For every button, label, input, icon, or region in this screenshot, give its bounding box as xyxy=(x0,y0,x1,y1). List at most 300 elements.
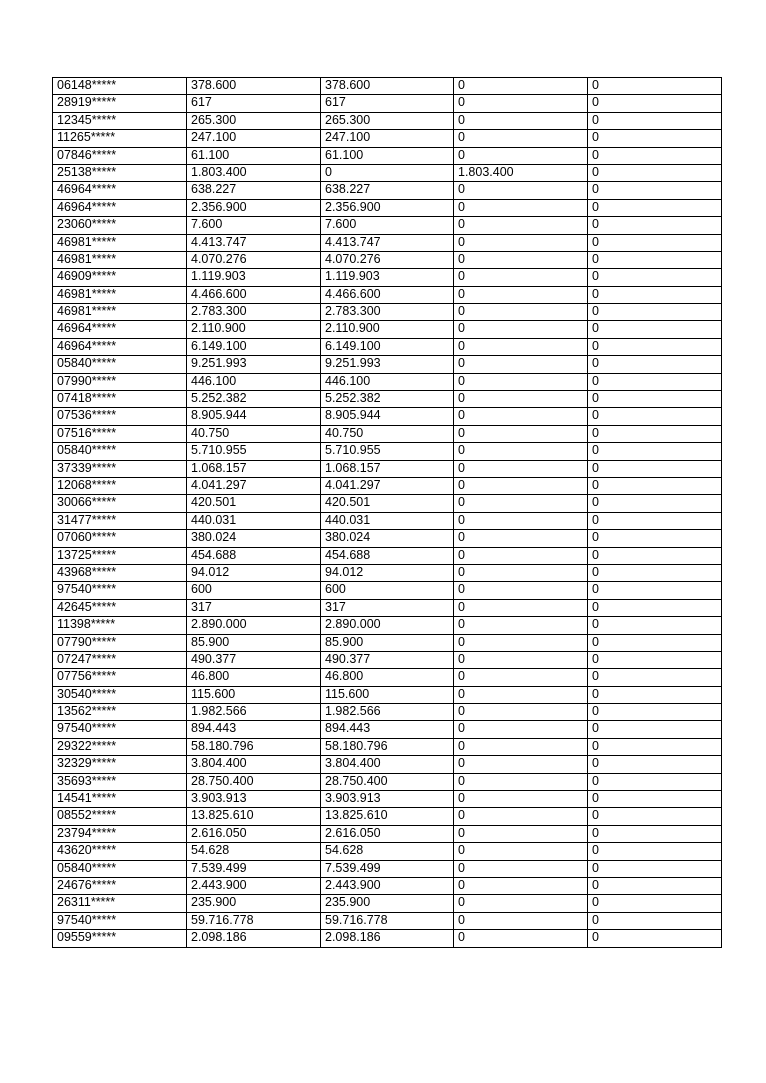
amount-3-cell: 0 xyxy=(454,495,588,512)
amount-cell: 59.716.778 xyxy=(187,912,321,929)
amount-3-cell: 1.803.400 xyxy=(454,164,588,181)
id-cell: 46981***** xyxy=(53,286,187,303)
amount-3-cell: 0 xyxy=(454,599,588,616)
amount-3-cell: 0 xyxy=(454,269,588,286)
amount-cell: 5.710.955 xyxy=(187,443,321,460)
amount-3-cell: 0 xyxy=(454,634,588,651)
amount-3-cell: 0 xyxy=(454,112,588,129)
amount-2-cell: 454.688 xyxy=(321,547,454,564)
table-row xyxy=(53,547,722,564)
amount-2-cell: 378.600 xyxy=(321,78,454,95)
amount-3-cell: 0 xyxy=(454,408,588,425)
id-cell: 12068***** xyxy=(53,477,187,494)
amount-2-cell: 2.098.186 xyxy=(321,930,454,947)
amount-cell: 5.252.382 xyxy=(187,391,321,408)
table-row xyxy=(53,704,722,721)
amount-cell: 8.905.944 xyxy=(187,408,321,425)
amount-3-cell: 0 xyxy=(454,130,588,147)
amount-3-cell: 0 xyxy=(454,182,588,199)
amount-3-cell: 0 xyxy=(454,773,588,790)
table-row xyxy=(53,930,722,947)
id-cell: 07536***** xyxy=(53,408,187,425)
amount-2-cell: 235.900 xyxy=(321,895,454,912)
table-row xyxy=(53,634,722,651)
amount-3-cell: 0 xyxy=(454,78,588,95)
amount-cell: 4.466.600 xyxy=(187,286,321,303)
amount-cell: 317 xyxy=(187,599,321,616)
amount-2-cell: 440.031 xyxy=(321,512,454,529)
id-cell: 07060***** xyxy=(53,530,187,547)
table-row xyxy=(53,512,722,529)
amount-cell: 2.616.050 xyxy=(187,825,321,842)
id-cell: 97540***** xyxy=(53,912,187,929)
amount-cell: 28.750.400 xyxy=(187,773,321,790)
amount-2-cell: 5.710.955 xyxy=(321,443,454,460)
table-row xyxy=(53,791,722,808)
amount-2-cell: 61.100 xyxy=(321,147,454,164)
amount-cell: 420.501 xyxy=(187,495,321,512)
amount-cell: 54.628 xyxy=(187,843,321,860)
amount-3-cell: 0 xyxy=(454,443,588,460)
amount-cell: 6.149.100 xyxy=(187,338,321,355)
table-row xyxy=(53,686,722,703)
id-cell: 42645***** xyxy=(53,599,187,616)
table-row xyxy=(53,477,722,494)
table-row xyxy=(53,112,722,129)
amount-2-cell: 28.750.400 xyxy=(321,773,454,790)
table-row xyxy=(53,843,722,860)
amount-3-cell: 0 xyxy=(454,338,588,355)
amount-4-cell: 0 xyxy=(588,130,722,147)
amount-4-cell: 0 xyxy=(588,791,722,808)
amount-4-cell: 0 xyxy=(588,738,722,755)
amount-4-cell: 0 xyxy=(588,182,722,199)
id-cell: 26311***** xyxy=(53,895,187,912)
amount-4-cell: 0 xyxy=(588,373,722,390)
amount-cell: 85.900 xyxy=(187,634,321,651)
id-cell: 13725***** xyxy=(53,547,187,564)
id-cell: 07756***** xyxy=(53,669,187,686)
amount-2-cell: 13.825.610 xyxy=(321,808,454,825)
amount-cell: 4.413.747 xyxy=(187,234,321,251)
table-row xyxy=(53,425,722,442)
id-cell: 24676***** xyxy=(53,877,187,894)
amount-cell: 894.443 xyxy=(187,721,321,738)
amount-3-cell: 0 xyxy=(454,512,588,529)
id-cell: 28919***** xyxy=(53,95,187,112)
amount-cell: 235.900 xyxy=(187,895,321,912)
amount-2-cell: 4.070.276 xyxy=(321,251,454,268)
amount-3-cell: 0 xyxy=(454,669,588,686)
amount-cell: 638.227 xyxy=(187,182,321,199)
amount-3-cell: 0 xyxy=(454,582,588,599)
amount-cell: 94.012 xyxy=(187,564,321,581)
amount-4-cell: 0 xyxy=(588,495,722,512)
amount-4-cell: 0 xyxy=(588,530,722,547)
table-row xyxy=(53,408,722,425)
table-row xyxy=(53,825,722,842)
amount-4-cell: 0 xyxy=(588,199,722,216)
amount-cell: 7.539.499 xyxy=(187,860,321,877)
id-cell: 31477***** xyxy=(53,512,187,529)
amount-cell: 58.180.796 xyxy=(187,738,321,755)
id-cell: 23794***** xyxy=(53,825,187,842)
amount-4-cell: 0 xyxy=(588,773,722,790)
table-row xyxy=(53,234,722,251)
amount-cell: 380.024 xyxy=(187,530,321,547)
amount-cell: 2.110.900 xyxy=(187,321,321,338)
id-cell: 35693***** xyxy=(53,773,187,790)
amount-2-cell: 490.377 xyxy=(321,651,454,668)
amount-2-cell: 317 xyxy=(321,599,454,616)
amount-cell: 446.100 xyxy=(187,373,321,390)
table-row xyxy=(53,530,722,547)
id-cell: 08552***** xyxy=(53,808,187,825)
amount-4-cell: 0 xyxy=(588,564,722,581)
amount-4-cell: 0 xyxy=(588,808,722,825)
table-row xyxy=(53,321,722,338)
id-cell: 37339***** xyxy=(53,460,187,477)
id-cell: 46981***** xyxy=(53,304,187,321)
amount-4-cell: 0 xyxy=(588,425,722,442)
amount-2-cell: 617 xyxy=(321,95,454,112)
table-row xyxy=(53,669,722,686)
amount-4-cell: 0 xyxy=(588,634,722,651)
id-cell: 97540***** xyxy=(53,582,187,599)
amount-2-cell: 2.783.300 xyxy=(321,304,454,321)
amount-4-cell: 0 xyxy=(588,582,722,599)
amount-2-cell: 265.300 xyxy=(321,112,454,129)
amount-2-cell: 4.041.297 xyxy=(321,477,454,494)
amount-3-cell: 0 xyxy=(454,756,588,773)
amount-3-cell: 0 xyxy=(454,147,588,164)
amount-4-cell: 0 xyxy=(588,704,722,721)
table-row xyxy=(53,895,722,912)
amount-4-cell: 0 xyxy=(588,651,722,668)
amount-4-cell: 0 xyxy=(588,721,722,738)
amount-cell: 440.031 xyxy=(187,512,321,529)
id-cell: 32329***** xyxy=(53,756,187,773)
amount-4-cell: 0 xyxy=(588,930,722,947)
amount-cell: 7.600 xyxy=(187,217,321,234)
table-row xyxy=(53,912,722,929)
amount-cell: 1.068.157 xyxy=(187,460,321,477)
amount-3-cell: 0 xyxy=(454,217,588,234)
id-cell: 97540***** xyxy=(53,721,187,738)
amount-cell: 617 xyxy=(187,95,321,112)
id-cell: 13562***** xyxy=(53,704,187,721)
amount-4-cell: 0 xyxy=(588,443,722,460)
table-row xyxy=(53,599,722,616)
amount-2-cell: 1.068.157 xyxy=(321,460,454,477)
amount-cell: 115.600 xyxy=(187,686,321,703)
table-row xyxy=(53,373,722,390)
table-row xyxy=(53,199,722,216)
id-cell: 46964***** xyxy=(53,199,187,216)
amount-3-cell: 0 xyxy=(454,930,588,947)
amount-3-cell: 0 xyxy=(454,808,588,825)
table-row xyxy=(53,269,722,286)
id-cell: 07418***** xyxy=(53,391,187,408)
amount-4-cell: 0 xyxy=(588,251,722,268)
amount-4-cell: 0 xyxy=(588,78,722,95)
amount-3-cell: 0 xyxy=(454,912,588,929)
id-cell: 46981***** xyxy=(53,251,187,268)
amount-2-cell: 3.903.913 xyxy=(321,791,454,808)
id-cell: 46964***** xyxy=(53,182,187,199)
id-cell: 05840***** xyxy=(53,860,187,877)
amount-cell: 378.600 xyxy=(187,78,321,95)
id-cell: 30066***** xyxy=(53,495,187,512)
amount-2-cell: 247.100 xyxy=(321,130,454,147)
amount-2-cell: 2.110.900 xyxy=(321,321,454,338)
amount-4-cell: 0 xyxy=(588,112,722,129)
table-row xyxy=(53,617,722,634)
amount-2-cell: 7.600 xyxy=(321,217,454,234)
amount-2-cell: 6.149.100 xyxy=(321,338,454,355)
amount-4-cell: 0 xyxy=(588,669,722,686)
amount-2-cell: 2.356.900 xyxy=(321,199,454,216)
amount-2-cell: 894.443 xyxy=(321,721,454,738)
amount-2-cell: 5.252.382 xyxy=(321,391,454,408)
amount-4-cell: 0 xyxy=(588,912,722,929)
amount-3-cell: 0 xyxy=(454,199,588,216)
table-row xyxy=(53,147,722,164)
amount-4-cell: 0 xyxy=(588,843,722,860)
table-row xyxy=(53,651,722,668)
amount-4-cell: 0 xyxy=(588,547,722,564)
amount-cell: 265.300 xyxy=(187,112,321,129)
amount-4-cell: 0 xyxy=(588,338,722,355)
amount-4-cell: 0 xyxy=(588,304,722,321)
amount-3-cell: 0 xyxy=(454,95,588,112)
table-row xyxy=(53,877,722,894)
amount-4-cell: 0 xyxy=(588,756,722,773)
amount-4-cell: 0 xyxy=(588,164,722,181)
amount-3-cell: 0 xyxy=(454,391,588,408)
table-row xyxy=(53,356,722,373)
amount-2-cell: 115.600 xyxy=(321,686,454,703)
amount-2-cell: 59.716.778 xyxy=(321,912,454,929)
id-cell: 09559***** xyxy=(53,930,187,947)
id-cell: 07247***** xyxy=(53,651,187,668)
amount-4-cell: 0 xyxy=(588,825,722,842)
id-cell: 05840***** xyxy=(53,356,187,373)
amount-3-cell: 0 xyxy=(454,686,588,703)
id-cell: 46964***** xyxy=(53,321,187,338)
table-row xyxy=(53,808,722,825)
amount-4-cell: 0 xyxy=(588,286,722,303)
table-row xyxy=(53,391,722,408)
id-cell: 14541***** xyxy=(53,791,187,808)
table-row xyxy=(53,95,722,112)
table-body xyxy=(53,78,722,948)
table-row xyxy=(53,338,722,355)
amount-cell: 2.890.000 xyxy=(187,617,321,634)
amount-4-cell: 0 xyxy=(588,895,722,912)
amount-3-cell: 0 xyxy=(454,877,588,894)
amount-cell: 600 xyxy=(187,582,321,599)
amount-cell: 61.100 xyxy=(187,147,321,164)
amount-3-cell: 0 xyxy=(454,321,588,338)
amount-4-cell: 0 xyxy=(588,321,722,338)
amount-2-cell: 1.982.566 xyxy=(321,704,454,721)
id-cell: 30540***** xyxy=(53,686,187,703)
id-cell: 29322***** xyxy=(53,738,187,755)
amount-3-cell: 0 xyxy=(454,704,588,721)
table-row xyxy=(53,217,722,234)
amount-4-cell: 0 xyxy=(588,860,722,877)
amount-4-cell: 0 xyxy=(588,599,722,616)
amount-cell: 3.804.400 xyxy=(187,756,321,773)
amount-4-cell: 0 xyxy=(588,877,722,894)
id-cell: 07846***** xyxy=(53,147,187,164)
amount-2-cell: 85.900 xyxy=(321,634,454,651)
table-row xyxy=(53,738,722,755)
amount-3-cell: 0 xyxy=(454,547,588,564)
id-cell: 06148***** xyxy=(53,78,187,95)
amount-3-cell: 0 xyxy=(454,651,588,668)
amount-cell: 1.119.903 xyxy=(187,269,321,286)
amount-4-cell: 0 xyxy=(588,95,722,112)
table-row xyxy=(53,460,722,477)
amount-2-cell: 9.251.993 xyxy=(321,356,454,373)
amount-4-cell: 0 xyxy=(588,269,722,286)
amount-4-cell: 0 xyxy=(588,512,722,529)
table-row xyxy=(53,443,722,460)
amount-2-cell: 600 xyxy=(321,582,454,599)
amount-4-cell: 0 xyxy=(588,477,722,494)
amount-3-cell: 0 xyxy=(454,286,588,303)
table-row xyxy=(53,130,722,147)
id-cell: 46981***** xyxy=(53,234,187,251)
amount-2-cell: 58.180.796 xyxy=(321,738,454,755)
amount-4-cell: 0 xyxy=(588,391,722,408)
amount-2-cell: 2.890.000 xyxy=(321,617,454,634)
amount-cell: 2.783.300 xyxy=(187,304,321,321)
amount-2-cell: 638.227 xyxy=(321,182,454,199)
table-row xyxy=(53,756,722,773)
amount-2-cell: 40.750 xyxy=(321,425,454,442)
amount-2-cell: 54.628 xyxy=(321,843,454,860)
amount-2-cell: 2.443.900 xyxy=(321,877,454,894)
amount-cell: 490.377 xyxy=(187,651,321,668)
table-row xyxy=(53,286,722,303)
amount-2-cell: 4.466.600 xyxy=(321,286,454,303)
amount-2-cell: 46.800 xyxy=(321,669,454,686)
amount-2-cell: 1.119.903 xyxy=(321,269,454,286)
table-row xyxy=(53,182,722,199)
id-cell: 23060***** xyxy=(53,217,187,234)
amount-3-cell: 0 xyxy=(454,617,588,634)
amount-3-cell: 0 xyxy=(454,304,588,321)
amount-cell: 4.070.276 xyxy=(187,251,321,268)
amount-4-cell: 0 xyxy=(588,147,722,164)
amount-4-cell: 0 xyxy=(588,408,722,425)
amount-2-cell: 446.100 xyxy=(321,373,454,390)
table-row xyxy=(53,164,722,181)
id-cell: 12345***** xyxy=(53,112,187,129)
id-cell: 07990***** xyxy=(53,373,187,390)
amount-2-cell: 380.024 xyxy=(321,530,454,547)
amount-4-cell: 0 xyxy=(588,234,722,251)
table-row xyxy=(53,860,722,877)
amount-cell: 2.443.900 xyxy=(187,877,321,894)
amount-cell: 2.098.186 xyxy=(187,930,321,947)
amount-cell: 46.800 xyxy=(187,669,321,686)
id-cell: 05840***** xyxy=(53,443,187,460)
id-cell: 07516***** xyxy=(53,425,187,442)
amount-2-cell: 4.413.747 xyxy=(321,234,454,251)
amount-cell: 13.825.610 xyxy=(187,808,321,825)
id-cell: 11265***** xyxy=(53,130,187,147)
amount-4-cell: 0 xyxy=(588,217,722,234)
amount-2-cell: 3.804.400 xyxy=(321,756,454,773)
id-cell: 43620***** xyxy=(53,843,187,860)
amount-3-cell: 0 xyxy=(454,251,588,268)
id-cell: 25138***** xyxy=(53,164,187,181)
id-cell: 11398***** xyxy=(53,617,187,634)
table-row xyxy=(53,495,722,512)
table-row xyxy=(53,721,722,738)
amount-cell: 3.903.913 xyxy=(187,791,321,808)
amount-cell: 454.688 xyxy=(187,547,321,564)
amount-2-cell: 0 xyxy=(321,164,454,181)
amount-3-cell: 0 xyxy=(454,895,588,912)
amount-3-cell: 0 xyxy=(454,356,588,373)
id-cell: 46909***** xyxy=(53,269,187,286)
amount-2-cell: 94.012 xyxy=(321,564,454,581)
table-row xyxy=(53,564,722,581)
table-row xyxy=(53,251,722,268)
amount-3-cell: 0 xyxy=(454,373,588,390)
amount-cell: 247.100 xyxy=(187,130,321,147)
amount-cell: 1.982.566 xyxy=(187,704,321,721)
amount-3-cell: 0 xyxy=(454,477,588,494)
amount-cell: 40.750 xyxy=(187,425,321,442)
amount-cell: 4.041.297 xyxy=(187,477,321,494)
table-row xyxy=(53,773,722,790)
table-row xyxy=(53,304,722,321)
amount-3-cell: 0 xyxy=(454,530,588,547)
amount-3-cell: 0 xyxy=(454,738,588,755)
amount-cell: 2.356.900 xyxy=(187,199,321,216)
amount-3-cell: 0 xyxy=(454,425,588,442)
id-cell: 07790***** xyxy=(53,634,187,651)
amount-3-cell: 0 xyxy=(454,234,588,251)
amount-2-cell: 420.501 xyxy=(321,495,454,512)
amount-2-cell: 2.616.050 xyxy=(321,825,454,842)
amount-3-cell: 0 xyxy=(454,860,588,877)
amount-4-cell: 0 xyxy=(588,617,722,634)
amount-3-cell: 0 xyxy=(454,721,588,738)
amount-3-cell: 0 xyxy=(454,843,588,860)
table-row xyxy=(53,78,722,95)
amount-2-cell: 8.905.944 xyxy=(321,408,454,425)
data-table xyxy=(52,77,722,948)
amount-3-cell: 0 xyxy=(454,460,588,477)
id-cell: 46964***** xyxy=(53,338,187,355)
table-row xyxy=(53,582,722,599)
amount-4-cell: 0 xyxy=(588,356,722,373)
amount-cell: 1.803.400 xyxy=(187,164,321,181)
amount-cell: 9.251.993 xyxy=(187,356,321,373)
amount-3-cell: 0 xyxy=(454,564,588,581)
amount-3-cell: 0 xyxy=(454,791,588,808)
amount-3-cell: 0 xyxy=(454,825,588,842)
id-cell: 43968***** xyxy=(53,564,187,581)
amount-4-cell: 0 xyxy=(588,460,722,477)
